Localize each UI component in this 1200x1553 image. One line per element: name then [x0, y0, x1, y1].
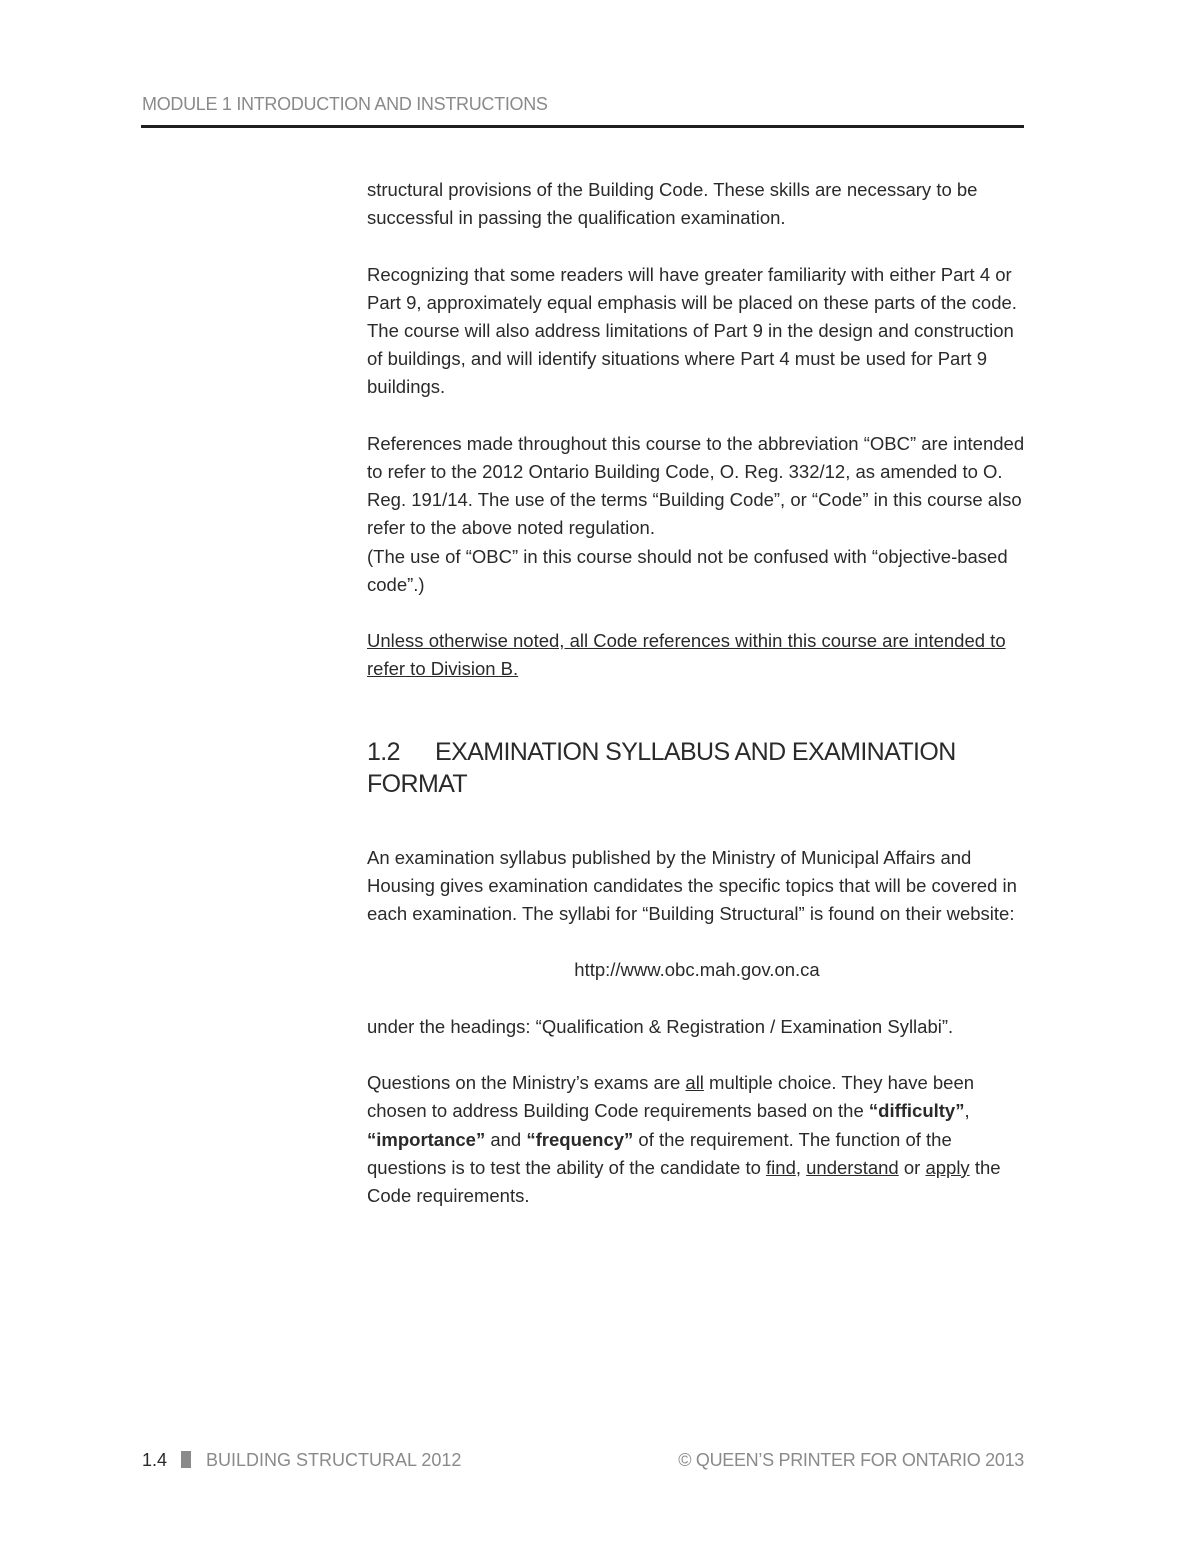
body-column [367, 176, 1027, 1238]
questions-text-8: the Code requirements. [367, 1156, 1001, 1206]
emphasis-understand: understand [806, 1156, 899, 1178]
paragraph-part4-part9: Recognizing that some readers will have greater familiarity with either Part 4 or Part 9, approximately equal emphasis will be placed on these parts of the code. The course will also address limitations of Part 9 in the design and construction of buildings, and will identify situations where Part 4 must be used for Part 9 buildings. [367, 263, 1017, 398]
emphasis-apply: apply [925, 1156, 970, 1178]
paragraph-skills: structural provisions of the Building Code. These skills are necessary to be successful in passing the qualification examination. [367, 179, 978, 229]
footer-divider-block [181, 1451, 191, 1468]
questions-text-1: Questions on the Ministry’s exams are [367, 1072, 686, 1094]
obc-reference-note: (The use of “OBC” in this course should not be confused with “objective-based code”.) [367, 545, 1008, 595]
paragraph-headings: under the headings: “Qualification & Registration / Examination Syllabi”. [367, 1015, 954, 1037]
section-title: EXAMINATION SYLLABUS AND EXAMINATION FORMAT [367, 737, 956, 798]
website-url: http://www.obc.mah.gov.on.ca [574, 959, 820, 981]
page-number: 1.4 [142, 1450, 168, 1470]
paragraph-questions [367, 1069, 1027, 1210]
emphasis-find: find [766, 1156, 796, 1178]
emphasis-importance: “importance” [367, 1128, 486, 1150]
emphasis-frequency: “frequency” [526, 1128, 634, 1150]
questions-text-7: or [898, 1156, 926, 1178]
header-rule [141, 125, 1024, 128]
running-footer [142, 1450, 461, 1471]
paragraph-syllabus: An examination syllabus published by the Ministry of Municipal Affairs and Housing gives examination candidates the specific topics that will be covered in each examination. The syllabi for “Building Structural” is found on their website: [367, 846, 1017, 925]
questions-text-3: , [964, 1100, 970, 1122]
running-header: MODULE 1 INTRODUCTION AND INSTRUCTIONS [142, 94, 548, 114]
book-title: BUILDING STRUCTURAL 2012 [206, 1450, 462, 1470]
questions-text-6: , [795, 1156, 807, 1178]
copyright-notice: © QUEEN’S PRINTER FOR ONTARIO 2013 [678, 1450, 1024, 1470]
emphasis-difficulty: “difficulty” [868, 1100, 965, 1122]
paragraph-division-b-note: Unless otherwise noted, all Code references within this course are intended to refer to Division B. [367, 630, 1006, 680]
questions-text-5: of the requirement. The function of the questions is to test the ability of the candidate to [367, 1128, 952, 1178]
paragraph-obc-reference [367, 430, 1027, 599]
questions-text-4: and [485, 1128, 527, 1150]
section-number: 1.2 [367, 737, 400, 766]
section-heading [367, 736, 1027, 800]
emphasis-all: all [685, 1072, 704, 1094]
obc-reference-text: References made throughout this course to the abbreviation “OBC” are intended to refer to the 2012 Ontario Building Code, O. Reg. 332/12, as amended to O. Reg. 191/14. The use of the terms “Building Code”, or “Code” in this course also refer to the above noted regulation. [367, 432, 1025, 539]
questions-text-2: multiple choice. They have been chosen to address Building Code requirements based on the [367, 1072, 975, 1122]
